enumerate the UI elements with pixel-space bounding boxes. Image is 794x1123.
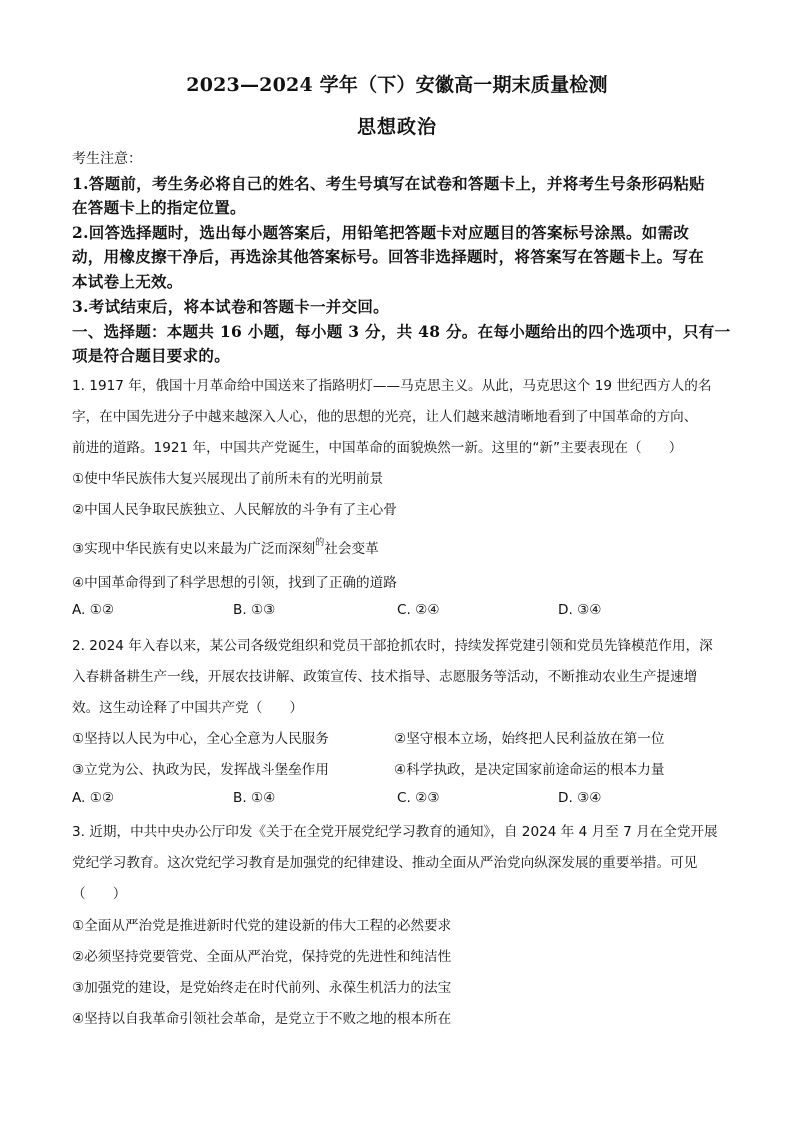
- question-2-statement-1: ①坚持以人民为中心，全心全意为人民服务: [72, 731, 329, 747]
- notice-heading: 考生注意：: [72, 151, 142, 167]
- question-2-statement-3: ③立党为公、执政为民，发挥战斗堡垒作用: [72, 762, 329, 778]
- question-2-stem: 效。这生动诠释了中国共产党（ ）: [72, 700, 304, 716]
- question-3-statement-1: ①全面从严治党是推进新时代党的建设新的伟大工程的必然要求: [72, 918, 452, 934]
- question-2-option-b[interactable]: B. ①④: [233, 790, 276, 806]
- question-1-option-a[interactable]: A. ①②: [72, 602, 115, 618]
- question-3-stem: （ ）: [72, 886, 127, 902]
- question-2-statement-4: ④科学执政，是决定国家前途命运的根本力量: [394, 762, 665, 778]
- question-1-stem: 字，在中国先进分子中越来越深入人心，他的思想的光亮，让人们越来越清晰地看到了中国革命的方向、: [72, 409, 698, 425]
- question-2-option-a[interactable]: A. ①②: [72, 790, 115, 806]
- section-heading: 项是符合题目要求的。: [72, 346, 231, 365]
- notice-line: 本试卷上无效。: [72, 272, 183, 291]
- question-2-stem: 2. 2024 年入春以来，某公司各级党组织和党员干部抢抓农时，持续发挥党建引领和党员先锋模范作用，深: [72, 638, 713, 654]
- exam-title: 2023—2024 学年（下）安徽高一期末质量检测: [186, 74, 608, 96]
- notice-line: 动，用橡皮擦干净后，再选涂其他答案标号。回答非选择题时，将答案写在答题卡上。写在: [72, 247, 705, 266]
- question-1-statement-1: ①使中华民族伟大复兴展现出了前所未有的光明前景: [72, 471, 384, 487]
- question-3-statement-2: ②必须坚持党要管党、全面从严治党，保持党的先进性和纯洁性: [72, 949, 452, 965]
- question-1-statement-3: ③实现中华民族有史以来最为广泛而深刻$^的$社会变革: [72, 538, 379, 557]
- question-3-stem: 3. 近期，中共中央办公厅印发《关于在全党开展党纪学习教育的通知》，自 2024 年 4 月至 7 月在全党开展: [72, 824, 718, 840]
- question-3-statement-4: ④坚持以自我革命引领社会革命，是党立于不败之地的根本所在: [72, 1011, 452, 1027]
- question-1-statement-2: ②中国人民争取民族独立、人民解放的斗争有了主心骨: [72, 502, 397, 518]
- question-1-statement-4: ④中国革命得到了科学思想的引领，找到了正确的道路: [72, 575, 397, 591]
- notice-line: 在答题卡上的指定位置。: [72, 198, 246, 217]
- question-1-option-c[interactable]: C. ②④: [397, 602, 440, 618]
- subject-title: 思想政治: [356, 116, 437, 138]
- question-2-option-c[interactable]: C. ②③: [397, 790, 440, 806]
- question-1-option-d[interactable]: D. ③④: [558, 602, 602, 618]
- section-heading: 一、选择题：本题共 16 小题，每小题 3 分，共 48 分。在每小题给出的四个选项中，只有一: [72, 322, 731, 341]
- notice-line: 2.回答选择题时，选出每小题答案后，用铅笔把答题卡对应题目的答案标号涂黑。如需改: [72, 223, 690, 242]
- question-2-option-d[interactable]: D. ③④: [558, 790, 602, 806]
- notice-line: 1.答题前，考生务必将自己的姓名、考生号填写在试卷和答题卡上，并将考生号条形码粘贴: [72, 174, 705, 193]
- question-3-stem: 党纪学习教育。这次党纪学习教育是加强党的纪律建设、推动全面从严治党向纵深发展的重要举措。可见: [72, 855, 698, 871]
- notice-line: 3.考试结束后，将本试卷和答题卡一并交回。: [72, 297, 389, 316]
- question-2-statement-2: ②坚守根本立场，始终把人民利益放在第一位: [394, 731, 665, 747]
- question-1-stem: 1. 1917 年，俄国十月革命给中国送来了指路明灯——马克思主义。从此，马克思这个 19 世纪西方人的名: [72, 378, 712, 394]
- question-1-stem: 前进的道路。1921 年，中国共产党诞生，中国革命的面貌焕然一新。这里的“新”主要表现在（ ）: [72, 440, 683, 456]
- question-2-stem: 入春耕备耕生产一线，开展农技讲解、政策宣传、技术指导、志愿服务等活动，不断推动农业生产提速增: [72, 669, 698, 685]
- question-1-option-b[interactable]: B. ①③: [233, 602, 276, 618]
- question-3-statement-3: ③加强党的建设，是党始终走在时代前列、永葆生机活力的法宝: [72, 980, 452, 996]
